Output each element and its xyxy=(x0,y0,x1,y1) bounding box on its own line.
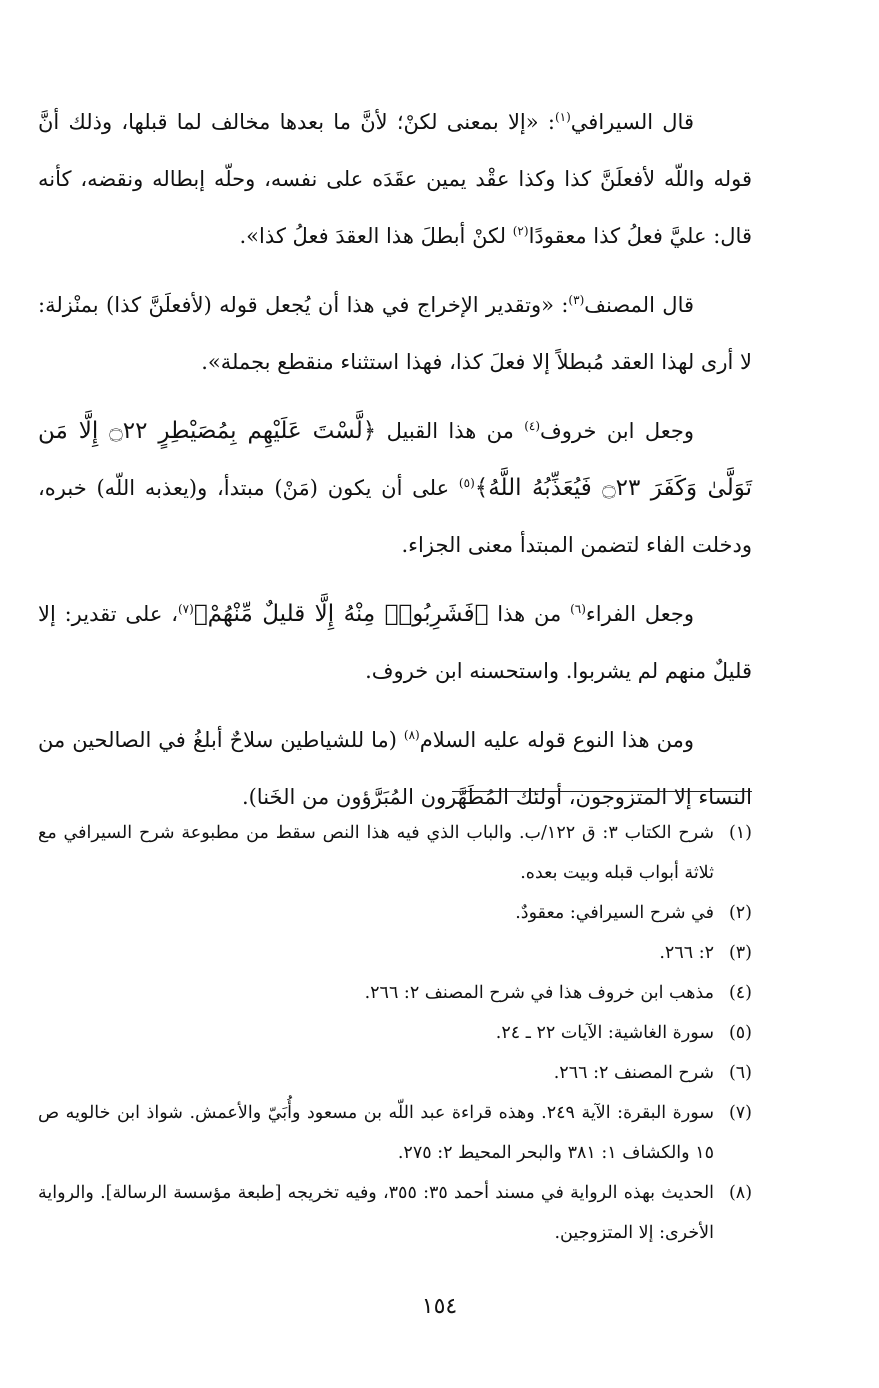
footnote-number: (٨) xyxy=(728,1183,753,1203)
footnote-reference[interactable]: (٨) xyxy=(403,728,420,742)
footnote-number: (٥) xyxy=(728,1023,752,1043)
footnote-number: (٣) xyxy=(728,943,752,963)
footnote-reference[interactable]: (٧) xyxy=(177,602,194,616)
footnotes xyxy=(38,813,752,1253)
footnote-number: (٦) xyxy=(728,1063,752,1083)
paragraph xyxy=(38,586,752,700)
footnote xyxy=(38,973,752,1013)
paragraph xyxy=(38,403,752,574)
footnote xyxy=(38,933,752,973)
footnote-text: في شرح السيرافي: معقودٌ. xyxy=(515,903,714,923)
text-run: قال السيرافي xyxy=(570,110,694,134)
text-run: من هذا xyxy=(488,602,571,626)
footnote-text: شرح المصنف ٢: ٢٦٦. xyxy=(553,1063,714,1083)
text-run: : «وتقدير الإخراج في هذا أن يُجعل قوله (لأفعلَنَّ كذا) بمنْزلة: لا أرى لهذا العقد مُبطلاً إلا فعلَ كذا، فهذا استثناء منقطع بجملة». xyxy=(38,293,752,374)
footnote-reference[interactable]: (٦) xyxy=(570,602,586,616)
footnote-text: شرح الكتاب ٣: ق ١٢٢/ب. والباب الذي فيه هذا النص سقط من مطبوعة شرح السيرافي مع ثلاثة أبواب قبله وبيت بعده. xyxy=(38,823,714,883)
footnote-number: (٤) xyxy=(728,983,752,1003)
footnote-number: (٧) xyxy=(728,1103,752,1123)
paragraph xyxy=(38,94,752,265)
text-run: : «إلا بمعنى لكنْ؛ لأنَّ ما بعدها مخالف لما قبلها، وذلك أنَّ قوله واللّه لأفعلَنَّ كذا وكذا عقْد يمين عقَدَه على نفسه، وحلّه إبطاله ونقضه، كأنه قال: عليَّ فعلُ كذا معقودًا xyxy=(38,110,752,248)
footnote-number: (٢) xyxy=(728,903,752,923)
footnote-reference[interactable]: (٢) xyxy=(512,224,529,238)
footnote-reference[interactable]: (١) xyxy=(554,110,571,124)
footnote xyxy=(38,1173,752,1253)
text-run: لكنْ أبطلَ هذا العقدَ فعلُ كذا». xyxy=(239,224,513,248)
footnote-number: (١) xyxy=(728,823,752,843)
text-run: من هذا القبيل xyxy=(376,419,525,443)
footnote xyxy=(38,1053,752,1093)
text-run: (ما للشياطين سلاحٌ أبلغُ في الصالحين من النساء إلا المتزوجون، أولئك المُطَهَّرون المُبَرَّؤون من الخَنا). xyxy=(38,728,752,809)
main-text xyxy=(38,94,752,838)
text-run: وجعل الفراء xyxy=(585,602,694,626)
paragraph xyxy=(38,712,752,826)
footnote-text: سورة الغاشية: الآيات ٢٢ ـ ٢٤. xyxy=(495,1023,714,1043)
paragraph xyxy=(38,277,752,391)
footnote-reference[interactable]: (٤) xyxy=(524,419,541,433)
footnote-text: ٢: ٢٦٦. xyxy=(659,943,714,963)
footnote xyxy=(38,893,752,933)
footnote-text: مذهب ابن خروف هذا في شرح المصنف ٢: ٢٦٦. xyxy=(364,983,714,1003)
page-number: ١٥٤ xyxy=(421,1294,458,1319)
footnote-reference[interactable]: (٣) xyxy=(568,293,585,307)
footnote xyxy=(38,813,752,893)
text-run: ومن هذا النوع قوله عليه السلام xyxy=(419,728,694,752)
quran-verse: ﴿لَّسْتَ عَلَيْهِم بِمُصَيْطِرٍ ۝٢٢ إِلَّا مَن تَوَلَّىٰ وَكَفَرَ ۝٢٣ فَيُعَذِّبُهُ اللَّهُ﴾ xyxy=(38,418,752,501)
footnote-separator xyxy=(452,791,752,792)
footnote-text: سورة البقرة: الآية ٢٤٩. وهذه قراءة عبد اللّه بن مسعود وأُبَيّ والأعمش. شواذ ابن خالويه ص ١٥ والكشاف ١: ٣٨١ والبحر المحيط ٢: ٢٧٥. xyxy=(38,1103,714,1163)
text-run: على أن يكون (مَنْ) مبتدأ، و(يعذبه اللّه) خبره، ودخلت الفاء لتضمن المبتدأ معنى الجزاء. xyxy=(38,476,752,557)
text-run: قال المصنف xyxy=(584,293,695,317)
footnote xyxy=(38,1013,752,1053)
footnote-reference[interactable]: (٥) xyxy=(458,476,475,490)
footnote-text: الحديث بهذه الرواية في مسند أحمد ٣٥: ٣٥٥، وفيه تخريجه [طبعة مؤسسة الرسالة]. والرواية الأخرى: إلا المتزوجين. xyxy=(38,1183,715,1243)
text-run: وجعل ابن خروف xyxy=(540,419,694,443)
quran-verse: ﴿فَشَرِبُوا۟ مِنْهُ إِلَّا قليلٌ مِّنْهُمْ﴾ xyxy=(193,601,489,627)
footnote xyxy=(38,1093,752,1173)
text-run: ، على تقدير: إلا قليلٌ منهم لم يشربوا. واستحسنه ابن خروف. xyxy=(38,602,752,683)
